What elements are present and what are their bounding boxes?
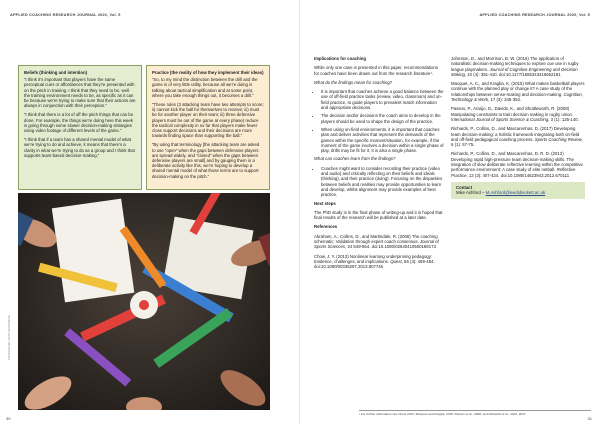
contact-email-link[interactable]: M.Ashford@leedsbeckett.ac.uk [485,190,546,196]
page-divider [299,0,300,424]
page-number-right: 31 [587,416,592,421]
team-planning-photo [18,193,270,410]
reference-entry: Richards, P., Collins, D., and Mascarenhas, D. (2017) Developing team decision-making: a holistic framework integrating both on-field and off-field pedagogical coaching process. Sports Coaching Review, 6 (1): 57-75. [451,126,584,148]
question-heading: What can coaches learn from the findings? [314,156,396,162]
practice-paragraph: “So, to my mind the distinction between the drill and the game is of very little utility, because all we’re doing is talking about tactical simplification and at some point, where you take enough things out, it becomes a drill.” [152,77,258,98]
practice-box [146,65,270,190]
list-item: • The decision and/or decisions the coach aims to develop in the players should be used to shape the design of the practice. [321,113,444,124]
beliefs-box [18,65,142,190]
contact-box [451,182,585,199]
implications-intro: While only one case is presented in this paper, recommendations for coaches have been drawn out from the research literature¹. [314,65,438,76]
photo-credit: PHOTOGRAPH: DON'T REPRODUCE [8,315,11,360]
next-steps-heading: Next steps [314,200,336,206]
practice-paragraph: “By using that terminology [the attacking team are asked to use “open” when the gaps between defensive players are spread widely, and “closed” when the gaps between defensive players are small] and by gauging them in a deliberate activity like this, we’re hoping to develop a shared mental model of what those terms are to support decision-making on the pitch.” [152,142,260,179]
photo-illustration [18,193,270,410]
list-item: • It is important that coaches achieve a good balance between the use of off-field practice tasks (review, video, classroom) and on-field practice, to guide players to prevalent match information and appropriate decisions. [321,89,444,110]
contact-line [456,190,580,195]
practice-title: Practice (the reality of how they implement their ideas) [152,70,264,75]
reference-entry: Abraham, A., Collins, D., and Martindale, R. (2006) The coaching schematic: Validation through expert coach consensus. Journal of Sports Sciences, 24 549-564. doi:10.1080/02640410500189173 [314,233,439,250]
references-heading: References [314,224,338,230]
reference-entry: Chow, J. Y. (2013) Nonlinear learning underpinning pedagogy: Evidence, challenges, and implications. Quest, 65 (4): 469-484. doi:10.1080/00336297.2013.807746 [314,253,435,270]
beliefs-title: Beliefs (thinking and intention) [24,70,88,75]
right-column-1 [314,56,444,274]
reference-entry: Passos, P., Araújo, D., Davids, K., and Shuttleworth, R. (2008) Manipulating constraints to train decision making in rugby union. International Journal of Sports Science & Coaching, 3 (1): 125-140. [451,106,579,122]
reference-entry: Johnston, D., and Morrison, B. W. (2016) The application of naturalistic decision-making techniques to explore cue use in rugby league playmakers. Journal of Cognitive Engineering and Decision Making, 10 (4): 391-410. doi:10.1177/1555343416662181 [451,56,579,77]
beliefs-paragraph: “I think that there is a lot of off the pitch things that can be done. For example, the things we’re doing here this week is going through some slower decision-making strategies using video footage of different levels of the game.” [24,112,134,134]
page-number-left: 30 [6,416,11,421]
beliefs-paragraph: “I think that if a team has a shared mental model of what we’re trying to do and achieve, it means that there’s a clarity in what we’re trying to do as a group and I think that supports team-based decision-making.” [24,137,135,158]
question-heading: What do the findings mean for coaching? [314,79,393,85]
list-item: • When using on-field environments, it is important that coaches plan and deliver activities that represent the demands of the games within the specific moment/situation, for example, if the moment of the game involves a decision within a single phase of play, drills may be fit for it, it is also a single phase. [321,127,444,153]
right-column-2 [451,56,585,199]
beliefs-paragraph: “I think it’s important that players have the same perceptual cues or affordances that they’re presented with on the pitch in training. I think that they need to be, well the training environment needs to be, as specific as it can be because we’re trying to make sure that their actions are always in conjunction with their perception.” [24,77,136,109]
practice-paragraph: “These rules (3 attacking team have two attempts to score; ii) cannot kick the ball for themselves to receive; iii) must be for another player on their team; iii) three defensive players must be out of the game at every phase) reduce the tactical complexity in so far that players make fewer close support decisions and their decisions are more towards finding space than supporting the ball.” [152,102,264,139]
implications-heading: Implications for coaching [314,56,367,61]
reference-entry: Richards, P., Collins, D., and Mascarenhas, D. R. D. (2012) Developing rapid high-pressure team decision-making skills. The integration of slow deliberate reflective learning within the competitive performance environment: A case study of elite netball. Reflective Practice, 13 (3): 407-424. doi:10.1080/14623943.2012.670111 [451,151,583,178]
running-header-left: APPLIED COACHING RESEARCH JOURNAL 2020, Vol. 5 [10,13,121,17]
running-header-right: APPLIED COACHING RESEARCH JOURNAL 2020, Vol. 5 [479,13,590,17]
reference-entry: Macquet, A. C., and Kragba, K. (2015) What makes basketball players continue with the planned play or change it? A case study of the relationships between sense-making and decision-making. Cognition, Technology & Work, 17 (3): 345-353. [451,81,585,103]
footnote: ¹ For further information see Chow 2013; Macquet and Kragba, 2015; Passos et al., 2008; and Richards et al., 2012, 2017. [359,410,591,416]
findings-list [314,89,444,153]
next-steps-text: The PhD study is in the final phase of writing-up and it is hoped that final results of the research will be published at a later date. [314,209,443,221]
contact-name: Mike Ashford – [456,190,486,196]
list-item: • Coaches might want to consider recording their practice (video and audio) and critically reflecting on their beliefs and ideals (thinking), and their practice (doing). Focusing on the disparities between beliefs and realities may provide opportunities to learn and develop, whilst alignment may provide examples of best practice. [321,166,444,198]
contact-heading: Contact [456,184,472,190]
learn-list [314,166,444,198]
